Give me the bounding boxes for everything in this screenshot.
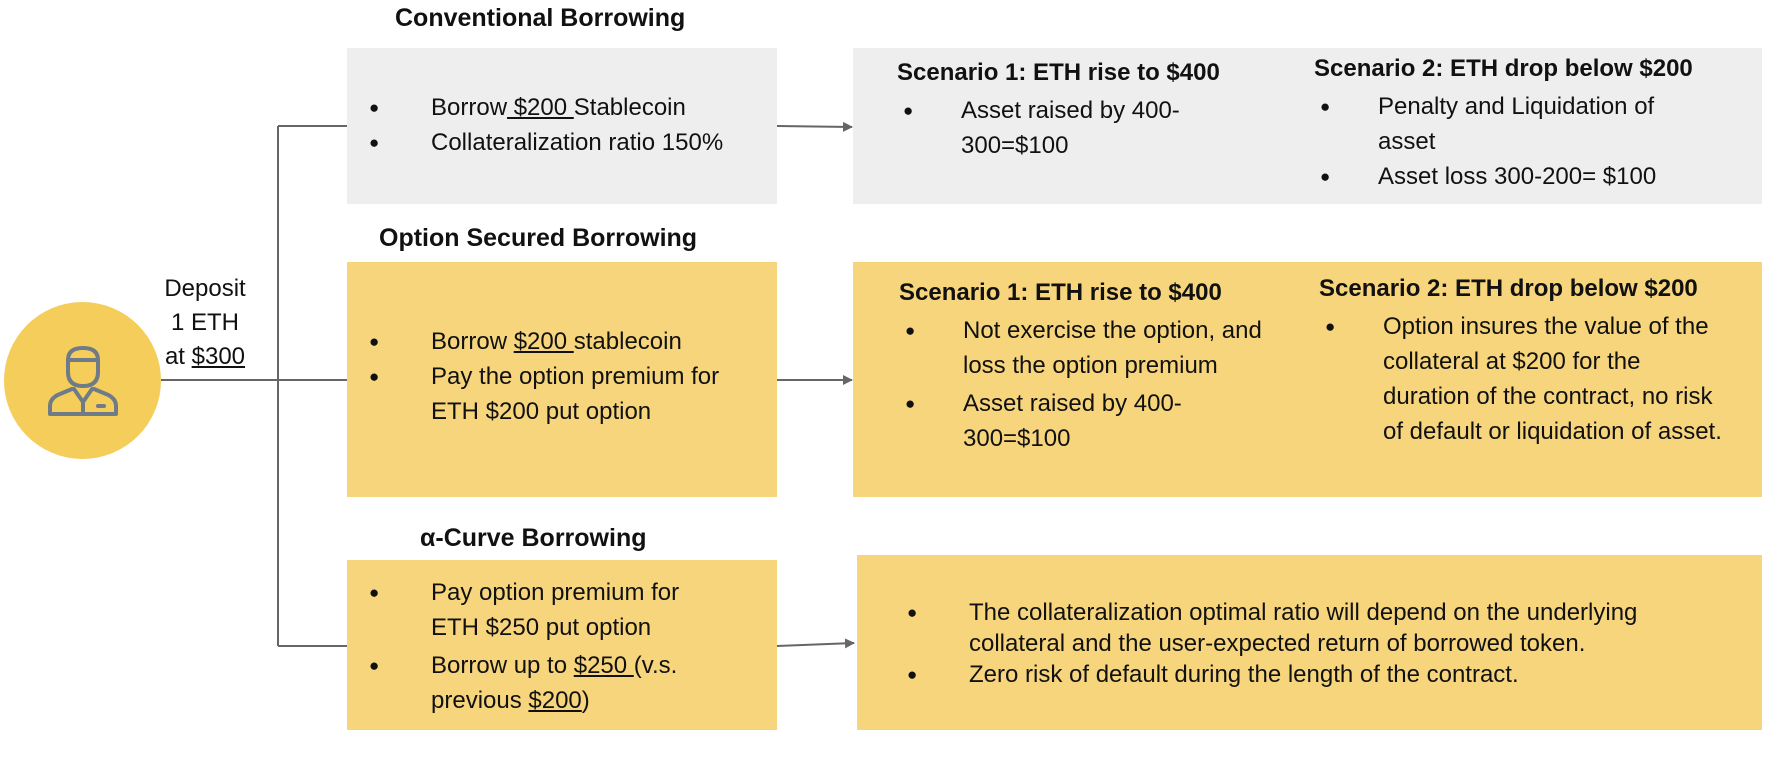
scenario-bullet: ● Asset loss 300-200= $100 [1314,159,1754,194]
option-box [347,262,777,497]
scenario-title: Scenario 2: ETH drop below $200 [1319,275,1698,302]
alpha-box [347,560,777,730]
alpha-borrow-compare: (v.s. previous [431,652,678,714]
alpha-outcome-bullet: ● Zero risk of default during the length of the contract. [857,659,1717,690]
alpha-borrow-close: ) [581,687,590,714]
user-avatar [4,302,161,459]
alpha-outcome-bullet: ● The collateralization optimal ratio will depend on the underlying collateral and the user-expected return of borrowed token. [857,597,1717,659]
deposit-line3 [150,340,260,374]
conventional-title: Conventional Borrowing [395,4,686,32]
conventional-borrow-asset: Stablecoin [573,94,686,121]
alpha-borrow-text: Borrow up to [431,652,574,679]
deposit-at: at [164,343,192,370]
scenario-bullets [897,93,1257,163]
option-outcome-box [853,262,1762,497]
conventional-outcome-box [853,48,1762,204]
conventional-box [347,48,777,204]
conventional-bullet-borrow [347,90,777,125]
option-borrow-asset: stablecoin [573,328,682,355]
alpha-outcome-bullets [857,597,1717,690]
alpha-bullet-borrow [347,648,711,718]
option-scenario-2 [1319,273,1749,449]
conventional-scenario-1 [897,57,1257,163]
scenario-bullets [1319,309,1749,449]
option-bullet-premium: ● Pay the option premium for ETH $200 put option [347,359,751,429]
conventional-scenario-2 [1314,53,1754,194]
alpha-previous-amount: $200 [528,687,582,714]
arrow-right-icon [777,643,854,646]
deposit-line2: 1 ETH [170,309,239,336]
scenario-bullet: ● Asset raised by 400-300=$100 [897,93,1257,163]
conventional-borrow-amount: $200 [507,94,574,121]
conventional-bullet-ratio: ● Collateralization ratio 150% [347,125,777,160]
scenario-bullet: ● Penalty and Liquidation of asset [1314,89,1684,159]
scenario-bullet: ● Option insures the value of the collateral at $200 for the duration of the contract, no risk of default or liquidation of asset. [1319,309,1733,449]
scenario-bullets [899,313,1262,456]
scenario-bullet: ● Not exercise the option, and loss the option premium [899,313,1275,383]
option-scenario-1 [899,277,1262,456]
alpha-outcome-box [857,555,1762,730]
user-avatar-icon [44,342,122,420]
alpha-title: α-Curve Borrowing [420,524,647,552]
conventional-bullets [347,90,777,160]
scenario-bullets [1314,89,1754,194]
scenario-title: Scenario 1: ETH rise to $400 [899,279,1222,306]
alpha-bullet-premium: ● Pay option premium for ETH $250 put option [347,575,711,645]
scenario-bullet: ● Asset raised by 400-300=$100 [899,386,1223,456]
deposit-amount: $300 [191,343,246,370]
option-borrow-text: Borrow [431,328,514,355]
alpha-borrow-amount: $250 [573,652,634,679]
scenario-title: Scenario 1: ETH rise to $400 [897,59,1220,86]
option-bullet-borrow [347,324,777,359]
conventional-borrow-text: Borrow [431,94,508,121]
option-title: Option Secured Borrowing [379,224,698,252]
option-bullets [347,324,777,429]
deposit-line1: Deposit [164,275,246,302]
option-borrow-amount: $200 [513,328,574,355]
arrow-right-icon [777,126,852,127]
scenario-title: Scenario 2: ETH drop below $200 [1314,55,1693,82]
alpha-bullets [347,575,777,718]
deposit-label [150,272,260,374]
